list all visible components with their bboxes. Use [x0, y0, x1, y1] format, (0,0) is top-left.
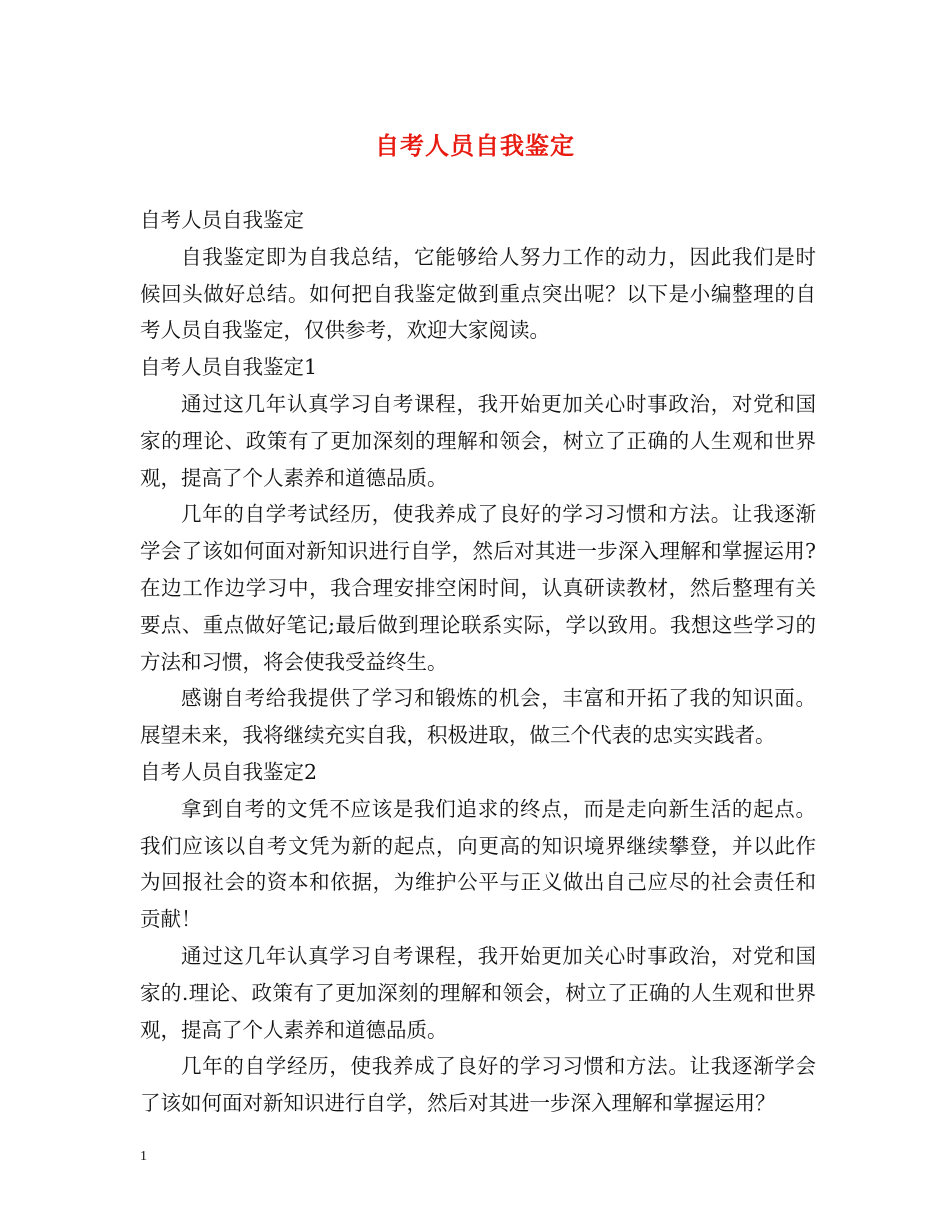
page-number: 1 [140, 1149, 147, 1164]
paragraph: 通过这几年认真学习自考课程，我开始更加关心时事政治，对党和国家的.理论、政策有了更加深刻的理解和领会，树立了正确的人生观和世界观，提高了个人素养和道德品质。 [140, 943, 816, 1042]
paragraph-heading: 自考人员自我鉴定2 [140, 759, 318, 784]
paragraph: 拿到自考的文凭不应该是我们追求的终点，而是走向新生活的起点。我们应该以自考文凭为新的起点，向更高的知识境界继续攀登，并以此作为回报社会的资本和依据，为维护公平与正义做出自己应尽的社会责任和贡献！ [140, 796, 816, 932]
paragraph: 自我鉴定即为自我总结，它能够给人努力工作的动力，因此我们是时候回头做好总结。如何把自我鉴定做到重点突出呢？以下是小编整理的自考人员自我鉴定，仅供参考，欢迎大家阅读。 [140, 244, 816, 343]
paragraph-heading: 自考人员自我鉴定1 [140, 355, 318, 380]
document-body [140, 202, 816, 1122]
paragraph: 几年的自学考试经历，使我养成了良好的学习习惯和方法。让我逐渐学会了该如何面对新知识进行自学，然后对其进一步深入理解和掌握运用?在边工作边学习中，我合理安排空闲时间，认真研读教材，然后整理有关要点、重点做好笔记;最后做到理论联系实际，学以致用。我想这些学习的方法和习惯，将会使我受益终生。 [140, 502, 816, 674]
paragraph: 感谢自考给我提供了学习和锻炼的机会，丰富和开拓了我的知识面。展望未来，我将继续充实自我，积极进取，做三个代表的忠实实践者。 [140, 686, 816, 748]
paragraph: 几年的自学经历，使我养成了良好的学习习惯和方法。让我逐渐学会了该如何面对新知识进行自学，然后对其进一步深入理解和掌握运用？ [140, 1054, 816, 1116]
document-title: 自考人员自我鉴定 [375, 131, 575, 160]
paragraph-heading: 自考人员自我鉴定 [140, 208, 304, 232]
paragraph: 通过这几年认真学习自考课程，我开始更加关心时事政治，对党和国家的理论、政策有了更加深刻的理解和领会，树立了正确的人生观和世界观，提高了个人素养和道德品质。 [140, 391, 816, 490]
